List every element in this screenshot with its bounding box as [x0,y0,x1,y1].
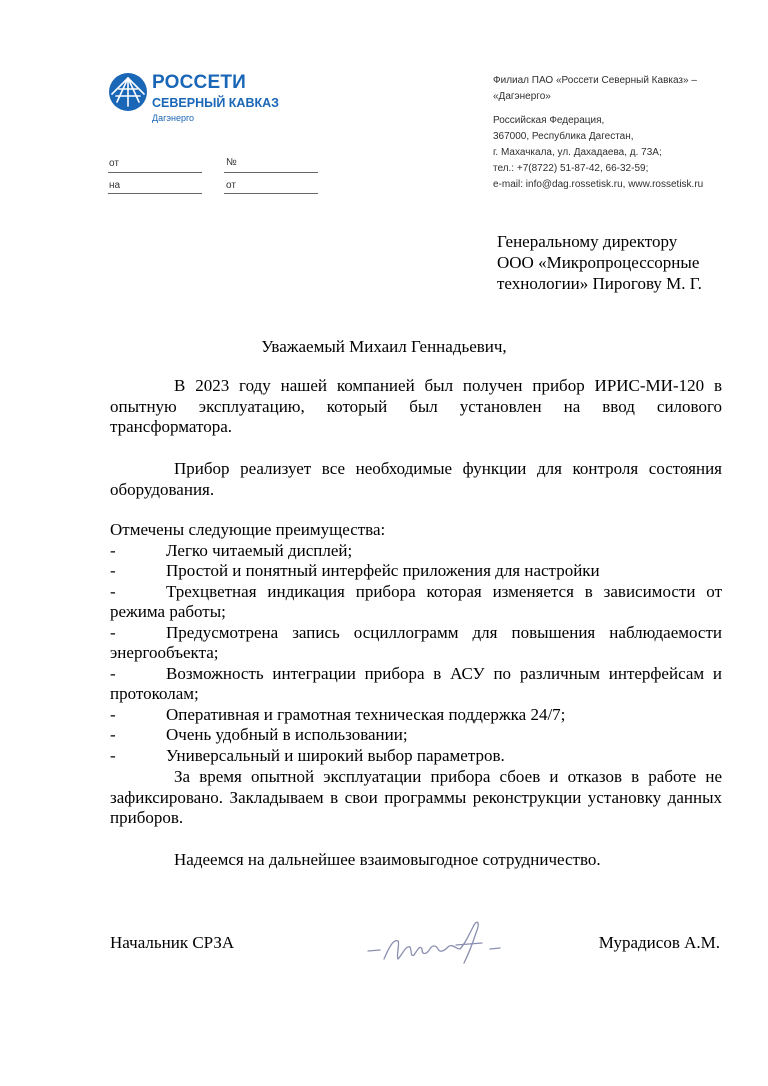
reg-from2-label: от [226,180,236,191]
paragraph-2: Прибор реализует все необходимые функции для контроля состояния оборудования. [110,459,722,499]
brand-branch: Дагэнерго [152,113,195,123]
list-item-text: Очень удобный в использовании; [166,725,408,744]
paragraph-3: За время опытной эксплуатации прибора сбоев и отказов в работе не зафиксировано. Закладываем в свои программы реконструкции установку данных приборов. [110,767,722,827]
list-bullet: - [110,561,116,580]
company-logo [108,68,308,126]
reg-number-label: № [226,157,237,168]
reg-from-label: от [109,158,119,169]
salutation: Уважаемый Михаил Геннадьевич, [261,337,507,356]
list-item-text: Трехцветная индикация прибора которая изменяется в зависимости от режима работы; [110,581,722,621]
list-bullet: - [110,704,116,724]
signatory-name: Мурадисов А.М. [598,933,720,952]
reg-number-line [224,172,318,173]
sender-block [493,73,733,193]
sender-addr3: г. Махачкала, ул. Дахадаева, д. 73А; [493,147,662,158]
advantages-intro: Отмечены следующие преимущества: [110,520,386,539]
list-item [110,705,722,726]
list-item-text: Оперативная и грамотная техническая поддержка 24/7; [166,704,566,724]
list-item-text: Простой и понятный интерфейс приложения для настройки [166,561,600,580]
list-item [110,664,722,705]
list-bullet: - [110,622,116,642]
sender-line2: «Дагэнерго» [493,91,551,102]
list-bullet: - [110,540,116,560]
list-item-text: Предусмотрена запись осциллограмм для повышения наблюдаемости энергообъекта; [110,622,722,662]
signature-row [110,933,722,973]
list-item [110,582,722,623]
addressee-block [497,231,737,294]
sender-email: e-mail: info@dag.rossetisk.ru, www.rossetisk.ru [493,179,704,190]
list-bullet: - [110,725,116,744]
addressee-line2: ООО «Микропроцессорные [497,253,700,272]
rosseti-logo-icon [108,72,148,112]
list-item [110,725,722,746]
list-bullet: - [110,581,116,601]
sender-addr2: 367000, Республика Дагестан, [493,131,634,142]
reg-from-line [108,172,202,173]
sender-addr1: Российская Федерация, [493,115,605,126]
list-item-text: Возможность интеграции прибора в АСУ по различным интерфейсам и протоколам; [110,663,722,703]
list-bullet: - [110,745,116,765]
addressee-line3: технологии» Пирогову М. Г. [497,274,702,293]
brand-subtitle: СЕВЕРНЫЙ КАВКАЗ [152,96,279,110]
sender-phone: тел.: +7(8722) 51-87-42, 66-32-59; [493,163,649,174]
advantages-list [110,520,722,766]
list-item-text: Легко читаемый дисплей; [166,540,353,560]
list-item-text: Универсальный и широкий выбор параметров. [166,745,505,765]
list-item [110,746,722,767]
list-item [110,541,722,562]
list-item [110,561,722,582]
reg-from2-line [224,193,318,194]
reg-to-label: на [109,180,121,191]
paragraph-4: Надеемся на дальнейшее взаимовыгодное сотрудничество. [174,850,601,869]
addressee-line1: Генеральному директору [497,232,678,251]
list-item [110,623,722,664]
brand-name: РОССЕТИ [152,72,246,93]
reg-to-line [108,193,202,194]
paragraph-1: В 2023 году нашей компанией был получен прибор ИРИС-МИ-120 в опытную эксплуатацию, который был установлен на ввод силового трансформатора. [110,376,722,436]
signatory-title: Начальник СРЗА [110,933,235,952]
list-bullet: - [110,663,116,683]
sender-line1: Филиал ПАО «Россети Северный Кавказ» – [493,75,697,86]
handwritten-signature [360,915,520,975]
